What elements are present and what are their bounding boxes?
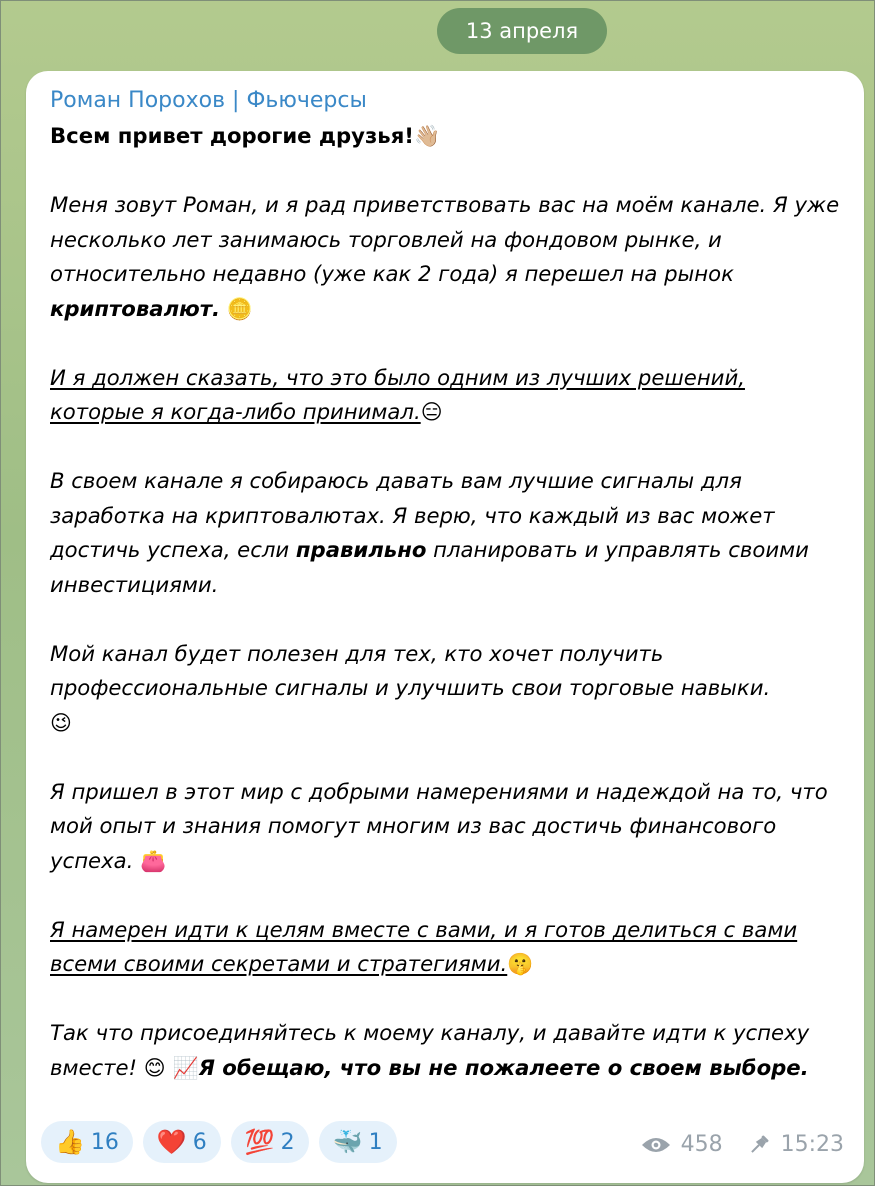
hundred-points-icon: 💯: [244, 1128, 275, 1156]
decision-underlined: И я должен сказать, что это было одним из лучших решений, которые я когда-либо принимал.: [50, 364, 745, 424]
message-time: 15:23: [780, 1132, 844, 1157]
paragraph-intentions: [50, 775, 840, 879]
coin-icon: 🪙: [226, 296, 253, 321]
purse-icon: 👛: [140, 848, 167, 873]
eye-icon: [641, 1135, 671, 1155]
chart-increasing-icon: 📈: [172, 1055, 199, 1080]
signals-bold: правильно: [295, 537, 427, 562]
reaction-whale[interactable]: [319, 1121, 397, 1163]
intentions-text: Я пришел в этот мир с добрыми намерениями и надеждой на то, что мой опыт и знания помогут многим из вас достичь финансового успеха.: [50, 778, 828, 873]
reaction-count: 2: [280, 1129, 295, 1155]
reaction-count: 6: [192, 1129, 207, 1155]
paragraph-intro: [50, 188, 840, 326]
reaction-heart[interactable]: [143, 1121, 221, 1163]
signals-text-b: планировать и управлять своими инвестициями.: [50, 537, 809, 597]
greeting-line: [50, 119, 840, 154]
reaction-count: 16: [90, 1129, 119, 1155]
secrets-underlined: Я намерен идти к целям вместе с вами, и я готов делиться с вами всеми своими секретами и стратегиями.: [50, 916, 798, 976]
shushing-face-icon: 🤫: [507, 952, 534, 976]
intro-bold: криптовалют.: [50, 295, 221, 321]
date-badge: 13 апреля: [437, 8, 607, 54]
smiling-face-icon: 😊: [143, 1055, 166, 1080]
whale-icon: 🐳: [332, 1128, 363, 1156]
winking-face-icon: 😉: [50, 710, 72, 735]
reaction-count: 1: [368, 1129, 383, 1155]
expressionless-face-icon: 😑: [420, 400, 443, 424]
paragraph-join: [50, 1016, 840, 1085]
signals-text-a: В своем канале я собираюсь давать вам лучшие сигналы для заработка на криптовалютах. Я верю, что каждый из вас может достичь успеха, если: [50, 468, 775, 562]
paragraph-signals: [50, 464, 840, 602]
message-text: [50, 119, 840, 1085]
useful-text: Мой канал будет полезен для тех, кто хочет получить профессиональные сигналы и улучшить свои торговые навыки.: [50, 640, 771, 700]
thumbs-up-icon: 👍: [55, 1128, 85, 1156]
message-meta: [641, 1132, 844, 1157]
sender-name[interactable]: Роман Порохов | Фьючерсы: [50, 88, 367, 113]
paragraph-useful: [50, 637, 840, 741]
message-bubble[interactable]: [26, 71, 864, 1183]
reactions-bar: [41, 1121, 397, 1163]
join-text: Так что присоединяйтесь к моему каналу, и давайте идти к успеху вместе!: [50, 1020, 810, 1080]
waving-hand-icon: 👋🏼: [413, 124, 441, 148]
pin-icon: [747, 1133, 771, 1157]
paragraph-secrets: [50, 913, 840, 982]
reaction-thumbs-up[interactable]: [41, 1121, 133, 1163]
intro-text: Меня зовут Роман, и я рад приветствовать вас на моём канале. Я уже несколько лет занимаюсь торговлей на фондовом рынке, и относительно недавно (уже как 2 года) я перешел на рынок: [50, 192, 840, 286]
paragraph-decision: [50, 361, 840, 430]
reaction-hundred[interactable]: [231, 1121, 309, 1163]
heart-icon: ❤️: [156, 1128, 187, 1156]
views-count: 458: [680, 1132, 723, 1157]
promise-bold: Я обещаю, что вы не пожалеете о своем выборе.: [198, 1054, 809, 1080]
greeting-text: Всем привет дорогие друзья!: [50, 123, 414, 148]
